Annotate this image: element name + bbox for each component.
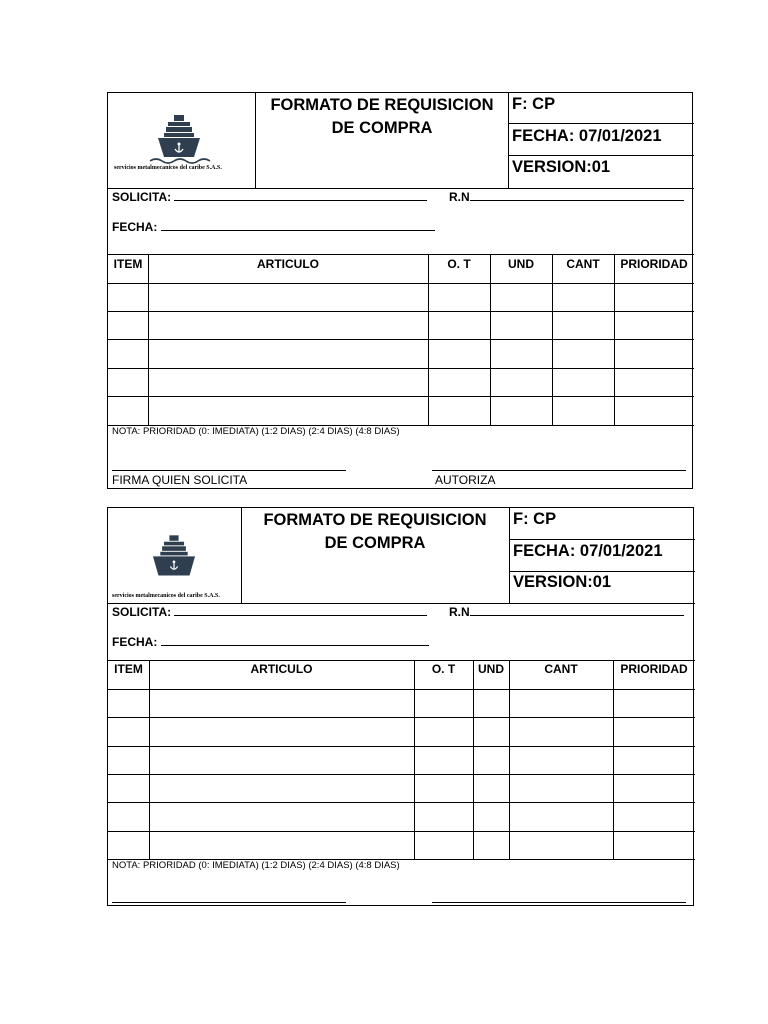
table-row[interactable]: [108, 396, 694, 425]
solicita-label: SOLICITA:: [112, 605, 172, 619]
priority-note: NOTA: PRIORIDAD (0: IMEDIATA) (1:2 DIAS) (2:4 DIAS) (4:8 DIAS): [112, 860, 400, 871]
company-name: servicios metalmecanicos del caribe S.A.S.: [114, 165, 222, 171]
company-logo: [108, 93, 255, 188]
ship-icon: [142, 528, 206, 592]
form-date: FECHA: 07/01/2021: [513, 542, 663, 560]
table-row[interactable]: [108, 746, 695, 774]
solicita-label: SOLICITA:: [112, 190, 172, 204]
requisition-form-1: [107, 92, 693, 489]
column-header-item: ITEM: [114, 662, 143, 676]
rn-field[interactable]: [449, 190, 684, 204]
table-row[interactable]: [108, 339, 694, 368]
requisition-form-2: [107, 507, 694, 906]
column-header-articulo: ARTICULO: [257, 257, 319, 271]
solicita-field[interactable]: [112, 605, 427, 619]
form-title-line1: FORMATO DE REQUISICION: [263, 511, 487, 529]
form-code: F: CP: [513, 510, 557, 528]
form-code: F: CP: [512, 95, 556, 113]
rn-field[interactable]: [449, 605, 684, 619]
signature-line-right[interactable]: [432, 902, 686, 903]
column-header-ot: O. T: [431, 662, 456, 676]
table-row[interactable]: [108, 368, 694, 396]
column-header-cant: CANT: [566, 257, 600, 271]
column-header-articulo: ARTICULO: [250, 662, 313, 676]
table-row[interactable]: [108, 831, 695, 859]
form-title-line2: DE COMPRA: [331, 119, 433, 137]
table-row[interactable]: [108, 283, 694, 311]
table-row[interactable]: [108, 689, 695, 717]
priority-note: NOTA: PRIORIDAD (0: IMEDIATA) (1:2 DIAS) (2:4 DIAS) (4:8 DIAS): [112, 426, 400, 437]
column-header-ot: O. T: [447, 257, 471, 271]
form-version: VERSION:01: [513, 573, 612, 591]
column-header-und: UND: [508, 257, 534, 271]
fecha-label: FECHA:: [112, 220, 158, 234]
form-title: [256, 93, 508, 140]
signature-line-right[interactable]: [432, 470, 686, 471]
ship-icon: [144, 111, 214, 173]
fecha-label: FECHA:: [112, 635, 158, 649]
table-row[interactable]: [108, 802, 695, 831]
company-name: servicios metalmecanicos del caribe S.A.S.: [112, 593, 220, 599]
form-version: VERSION:01: [512, 158, 611, 176]
table-row[interactable]: [108, 311, 694, 339]
column-header-prioridad: PRIORIDAD: [620, 662, 688, 676]
table-row[interactable]: [108, 717, 695, 746]
column-header-cant: CANT: [544, 662, 578, 676]
solicita-field[interactable]: [112, 190, 427, 204]
column-header-und: UND: [478, 662, 504, 676]
form-date: FECHA: 07/01/2021: [512, 127, 662, 145]
signature-line-left[interactable]: [112, 470, 346, 471]
rn-label: R.N: [449, 605, 470, 619]
fecha-field[interactable]: [112, 635, 429, 649]
table-row[interactable]: [108, 774, 695, 802]
form-title-line1: FORMATO DE REQUISICION: [270, 96, 494, 114]
signature-line-left[interactable]: [112, 902, 346, 903]
rn-label: R.N: [449, 190, 470, 204]
column-header-prioridad: PRIORIDAD: [620, 257, 688, 271]
form-title: [242, 508, 508, 555]
form-title-line2: DE COMPRA: [324, 534, 426, 552]
fecha-field[interactable]: [112, 220, 435, 234]
sign-requester-label: FIRMA QUIEN SOLICITA: [112, 473, 248, 487]
column-header-item: ITEM: [113, 257, 143, 271]
company-logo: [108, 508, 241, 603]
sign-authorize-label: AUTORIZA: [435, 473, 496, 487]
